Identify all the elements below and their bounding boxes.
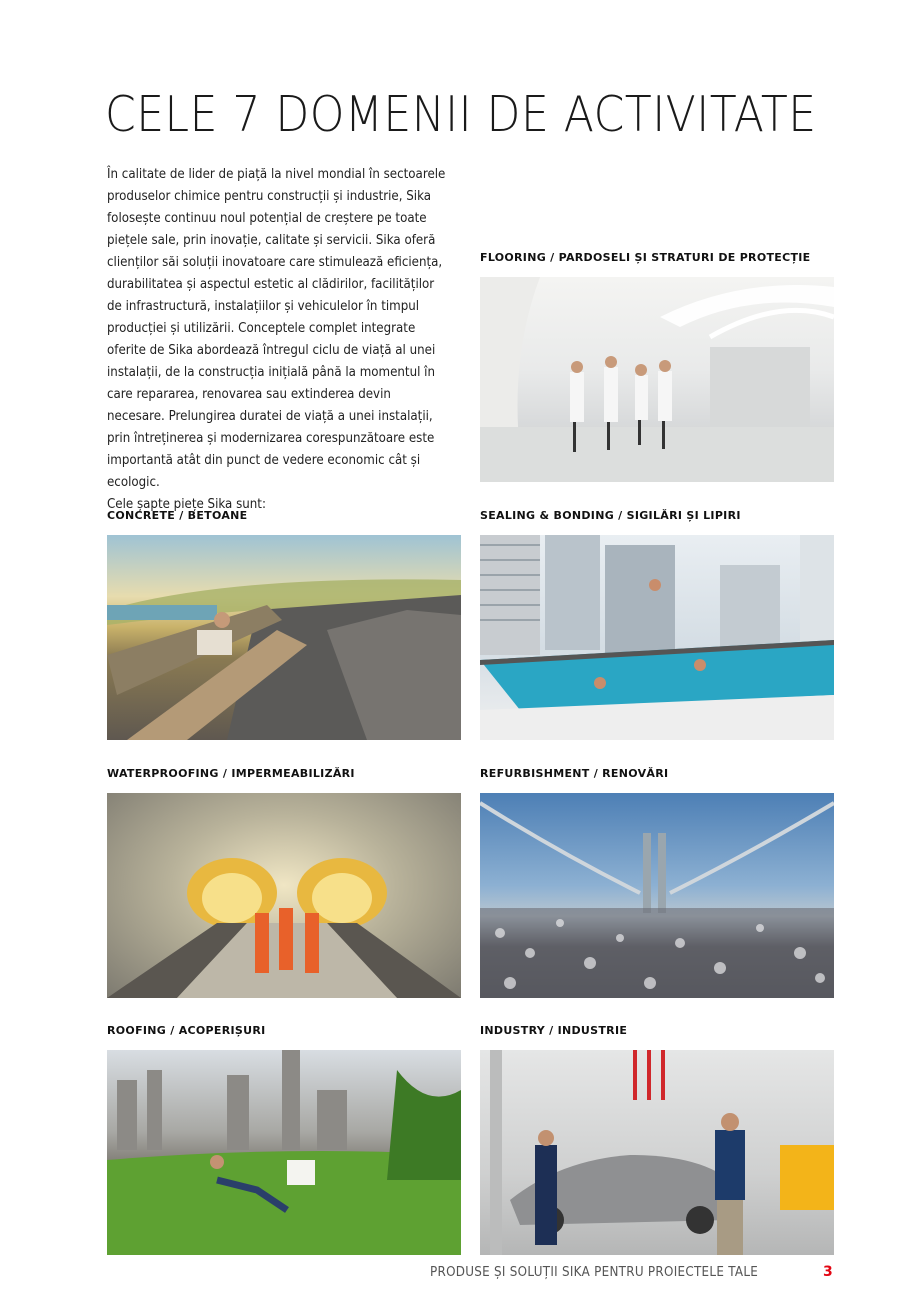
bridge-marathon-scene: [480, 793, 834, 998]
tunnel-scene: [107, 793, 461, 998]
photo-roofing: [107, 1050, 461, 1255]
pool-scene: [480, 535, 834, 740]
intro-lead: Cele șapte piețe Sika sunt:: [107, 497, 266, 512]
page-number: 3: [823, 1264, 833, 1280]
photo-sealing-bonding: [480, 535, 834, 740]
photo-waterproofing: [107, 793, 461, 998]
photo-concrete: [107, 535, 461, 740]
footer-text: PRODUSE ȘI SOLUȚII SIKA PENTRU PROIECTELE TALE: [430, 1265, 759, 1280]
car-assembly-scene: [480, 1050, 834, 1255]
market-heading-roofing: ROOFING / ACOPERIȘURI: [107, 1024, 266, 1037]
market-heading-flooring: FLOORING / PARDOSELI ȘI STRATURI DE PROTECȚIE: [480, 251, 811, 264]
market-heading-industry: INDUSTRY / INDUSTRIE: [480, 1024, 628, 1037]
market-heading-waterproofing: WATERPROOFING / IMPERMEABILIZĂRI: [107, 767, 355, 780]
market-heading-sealing-bonding: SEALING & BONDING / SIGILĂRI ȘI LIPIRI: [480, 509, 741, 522]
concrete-dam-scene: [107, 535, 461, 740]
photo-flooring: [480, 277, 834, 482]
market-heading-concrete: CONCRETE / BETOANE: [107, 509, 248, 522]
flooring-scene: [480, 277, 834, 482]
photo-industry: [480, 1050, 834, 1255]
intro-paragraph: În calitate de lider de piață la nivel mondial în sectoarele produselor chimice pentru construcții și industrie, Sika folosește continuu noul potențial de creștere pe toate piețele sale, prin inovație, calitate și servicii. Sika oferă clienților săi soluții inovatoare care stimulează eficiența, durabilitatea și aspectul estetic al clădirilor, facilităților de infrastructură, instalațiilor și vehiculelor în timpul producției și utilizării. Conceptele complet integrate oferite de Sika abordează întregul ciclu de viață al unei instalații, de la construcția inițială până la momentul în care repararea, renovarea sau extinderea devin necesare. Prelungirea duratei de viață a unei instalații, prin întreținerea și modernizarea corespunzătoare este importantă atât din punct de vedere economic cât și ecologic.: [107, 167, 446, 490]
market-heading-refurbishment: REFURBISHMENT / RENOVĂRI: [480, 767, 669, 780]
green-roof-scene: [107, 1050, 461, 1255]
page-title: CELE 7 DOMENII DE ACTIVITATE: [105, 86, 817, 143]
photo-refurbishment: [480, 793, 834, 998]
intro-text: [107, 164, 449, 516]
